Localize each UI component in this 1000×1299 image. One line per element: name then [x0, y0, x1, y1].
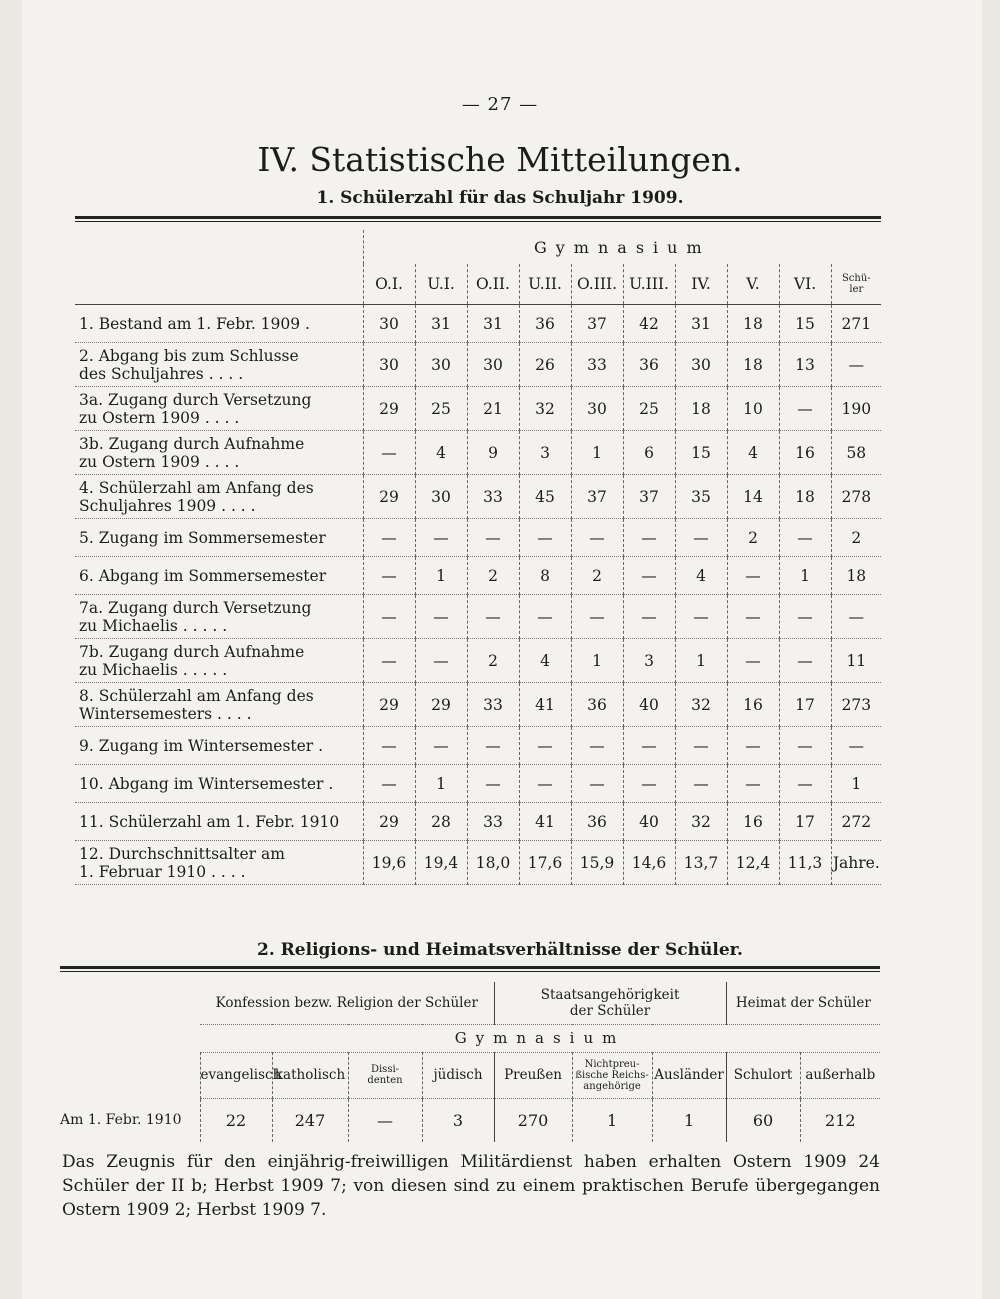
- cell-value: 32: [675, 803, 727, 841]
- cell-value: —: [675, 519, 727, 557]
- cell-value: 36: [571, 683, 623, 727]
- column-header: Schü- ler: [831, 264, 881, 305]
- cell-value: —: [363, 727, 415, 765]
- cell-value: —: [415, 519, 467, 557]
- table-row: [75, 841, 881, 885]
- cell-value: 18,0: [467, 841, 519, 885]
- cell-value: 19,4: [415, 841, 467, 885]
- cell-value: 33: [571, 343, 623, 387]
- table-row: [75, 803, 881, 841]
- cell-value: 11,3: [779, 841, 831, 885]
- cell-value: 31: [415, 305, 467, 343]
- cell-value: 29: [415, 683, 467, 727]
- cell-value: 32: [519, 387, 571, 431]
- cell-value: 16: [779, 431, 831, 475]
- cell-value: 29: [363, 475, 415, 519]
- header-blank: [60, 1024, 200, 1052]
- cell-value: —: [727, 595, 779, 639]
- cell-value: 3: [519, 431, 571, 475]
- cell-value: —: [779, 727, 831, 765]
- cell-value: 3: [422, 1098, 494, 1142]
- cell-value: 29: [363, 803, 415, 841]
- double-rule-top: [75, 216, 881, 219]
- cell-value: —: [519, 765, 571, 803]
- column-header: Schulort: [726, 1052, 800, 1098]
- column-header: O.III.: [571, 264, 623, 305]
- cell-value: 40: [623, 683, 675, 727]
- cell-value: 36: [571, 803, 623, 841]
- cell-value: 2: [571, 557, 623, 595]
- cell-value: —: [415, 639, 467, 683]
- column-header: VI.: [779, 264, 831, 305]
- cell-value: 9: [467, 431, 519, 475]
- cell-value: —: [415, 727, 467, 765]
- cell-value: 13: [779, 343, 831, 387]
- table-row: [75, 519, 881, 557]
- cell-value: 21: [467, 387, 519, 431]
- page-number: — 27 —: [461, 94, 539, 115]
- cell-value: —: [779, 519, 831, 557]
- cell-value: —: [363, 765, 415, 803]
- cell-value: 1: [571, 431, 623, 475]
- cell-value: —: [363, 639, 415, 683]
- cell-value: 18: [675, 387, 727, 431]
- column-header: außerhalb: [800, 1052, 880, 1098]
- cell-value: —: [623, 557, 675, 595]
- cell-value: 35: [675, 475, 727, 519]
- cell-value: —: [623, 727, 675, 765]
- cell-value: 30: [467, 343, 519, 387]
- cell-value: 30: [363, 305, 415, 343]
- cell-value: —: [623, 519, 675, 557]
- cell-value: —: [571, 765, 623, 803]
- cell-value: 58: [831, 431, 881, 475]
- cell-value: —: [467, 519, 519, 557]
- column-header: katholisch: [272, 1052, 348, 1098]
- cell-value: —: [727, 765, 779, 803]
- cell-value: 31: [467, 305, 519, 343]
- cell-value: 1: [572, 1098, 652, 1142]
- cell-value: 10: [727, 387, 779, 431]
- column-header: Ausländer: [652, 1052, 726, 1098]
- gymnasium-header-2: Gymnasium: [200, 1024, 880, 1052]
- cell-value: 2: [831, 519, 881, 557]
- table-row: [75, 305, 881, 343]
- column-header: O.II.: [467, 264, 519, 305]
- cell-value: —: [727, 557, 779, 595]
- row-label: 11. Schülerzahl am 1. Febr. 1910: [75, 803, 363, 841]
- cell-value: 12,4: [727, 841, 779, 885]
- cell-value: 32: [675, 683, 727, 727]
- section-title: IV. Statistische Mitteilungen.: [257, 140, 743, 179]
- pupil-count-table: [75, 230, 881, 885]
- row-label: 1. Bestand am 1. Febr. 1909 .: [75, 305, 363, 343]
- cell-value: —: [363, 595, 415, 639]
- cell-value: 212: [800, 1098, 880, 1142]
- row-label: 3b. Zugang durch Aufnahme zu Ostern 1909 . . . .: [75, 431, 363, 475]
- table-row: [75, 431, 881, 475]
- table-row: [75, 683, 881, 727]
- cell-value: 37: [571, 305, 623, 343]
- row-label: Am 1. Febr. 1910: [60, 1112, 182, 1128]
- cell-value: —: [727, 639, 779, 683]
- cell-value: 14: [727, 475, 779, 519]
- row-label: 4. Schülerzahl am Anfang des Schuljahres 1909 . . . .: [75, 475, 363, 519]
- cell-value: 15: [675, 431, 727, 475]
- cell-value: 33: [467, 683, 519, 727]
- cell-value: —: [675, 727, 727, 765]
- cell-value: 41: [519, 683, 571, 727]
- cell-value: 1: [415, 765, 467, 803]
- cell-value: —: [571, 519, 623, 557]
- certificate-note: Das Zeugnis für den einjährig-freiwilligen Militärdienst haben erhalten Ostern 1909 24 Schüler der II b; Herbst 1909 7; von diesen sind zu einem praktischen Berufe übergegangen Ostern 1909 2; Herbst 1909 7.: [62, 1152, 880, 1220]
- cell-value: 1: [415, 557, 467, 595]
- cell-value: 18: [727, 343, 779, 387]
- column-header: Preußen: [494, 1052, 572, 1098]
- row-label: 8. Schülerzahl am Anfang des Wintersemesters . . . .: [75, 683, 363, 727]
- table-row: [75, 557, 881, 595]
- cell-value: —: [467, 595, 519, 639]
- cell-value: 29: [363, 683, 415, 727]
- cell-value: 60: [726, 1098, 800, 1142]
- header-blank: [60, 982, 200, 1024]
- cell-value: 4: [415, 431, 467, 475]
- cell-value: —: [831, 343, 881, 387]
- table-row: [75, 727, 881, 765]
- cell-value: 36: [519, 305, 571, 343]
- cell-value: 271: [831, 305, 881, 343]
- header-blank: [75, 264, 363, 305]
- cell-value: 8: [519, 557, 571, 595]
- cell-value: 4: [727, 431, 779, 475]
- table-row: [75, 343, 881, 387]
- column-header: V.: [727, 264, 779, 305]
- cell-value: 2: [727, 519, 779, 557]
- cell-value: 15,9: [571, 841, 623, 885]
- cell-value: —: [831, 595, 881, 639]
- cell-value: —: [623, 765, 675, 803]
- cell-value: —: [519, 595, 571, 639]
- cell-value: 40: [623, 803, 675, 841]
- header-blank: [75, 230, 363, 264]
- column-header: Dissi- denten: [348, 1052, 422, 1098]
- cell-value: 30: [571, 387, 623, 431]
- cell-value: —: [519, 519, 571, 557]
- cell-value: 30: [675, 343, 727, 387]
- cell-value: Jahre.: [831, 841, 881, 885]
- cell-value: 29: [363, 387, 415, 431]
- header-blank: [60, 1052, 200, 1098]
- row-label: 5. Zugang im Sommersemester: [75, 519, 363, 557]
- cell-value: 270: [494, 1098, 572, 1142]
- cell-value: 22: [200, 1098, 272, 1142]
- section2-title: 2. Religions- und Heimatsverhältnisse der Schüler.: [257, 940, 743, 960]
- row-label: 3a. Zugang durch Versetzung zu Ostern 1909 . . . .: [75, 387, 363, 431]
- cell-value: 45: [519, 475, 571, 519]
- cell-value: 2: [467, 639, 519, 683]
- cell-value: —: [571, 595, 623, 639]
- cell-value: —: [519, 727, 571, 765]
- cell-value: —: [363, 431, 415, 475]
- double-rule-bottom-2: [60, 971, 880, 972]
- cell-value: —: [467, 765, 519, 803]
- cell-value: —: [467, 727, 519, 765]
- table-row: [75, 765, 881, 803]
- double-rule-bottom: [75, 221, 881, 222]
- cell-value: 41: [519, 803, 571, 841]
- column-header: U.II.: [519, 264, 571, 305]
- column-header: evangelisch: [200, 1052, 272, 1098]
- cell-value: 4: [519, 639, 571, 683]
- cell-value: 11: [831, 639, 881, 683]
- column-header: O.I.: [363, 264, 415, 305]
- column-header: U.III.: [623, 264, 675, 305]
- cell-value: 17,6: [519, 841, 571, 885]
- cell-value: 273: [831, 683, 881, 727]
- cell-value: 30: [363, 343, 415, 387]
- row-label: 10. Abgang im Wintersemester .: [75, 765, 363, 803]
- row-label: 2. Abgang bis zum Schlusse des Schuljahres . . . .: [75, 343, 363, 387]
- double-rule-top-2: [60, 966, 880, 969]
- cell-value: —: [779, 595, 831, 639]
- cell-value: —: [623, 595, 675, 639]
- cell-value: —: [363, 557, 415, 595]
- cell-value: 31: [675, 305, 727, 343]
- table-row: [75, 387, 881, 431]
- cell-value: 28: [415, 803, 467, 841]
- cell-value: 15: [779, 305, 831, 343]
- cell-value: 1: [831, 765, 881, 803]
- cell-value: 16: [727, 803, 779, 841]
- cell-value: —: [779, 765, 831, 803]
- cell-value: 4: [675, 557, 727, 595]
- cell-value: 33: [467, 475, 519, 519]
- cell-value: 1: [675, 639, 727, 683]
- column-header: IV.: [675, 264, 727, 305]
- cell-value: —: [348, 1098, 422, 1142]
- cell-value: 37: [623, 475, 675, 519]
- row-label: 12. Durchschnittsalter am 1. Februar 1910 . . . .: [75, 841, 363, 885]
- confession-group-header: Konfession bezw. Religion der Schüler: [200, 982, 494, 1024]
- column-header: Nichtpreu- ßische Reichs- angehörige: [572, 1052, 652, 1098]
- column-header: U.I.: [415, 264, 467, 305]
- cell-value: 278: [831, 475, 881, 519]
- cell-value: 18: [727, 305, 779, 343]
- cell-value: 2: [467, 557, 519, 595]
- cell-value: 16: [727, 683, 779, 727]
- homeland-group-header: Heimat der Schüler: [726, 982, 880, 1024]
- cell-value: 190: [831, 387, 881, 431]
- cell-value: —: [675, 765, 727, 803]
- table-row: [75, 475, 881, 519]
- cell-value: 25: [623, 387, 675, 431]
- table-row: [75, 639, 881, 683]
- cell-value: 272: [831, 803, 881, 841]
- row-label: 6. Abgang im Sommersemester: [75, 557, 363, 595]
- cell-value: —: [727, 727, 779, 765]
- cell-value: 14,6: [623, 841, 675, 885]
- cell-value: —: [831, 727, 881, 765]
- cell-value: 30: [415, 475, 467, 519]
- cell-value: 1: [652, 1098, 726, 1142]
- cell-value: 19,6: [363, 841, 415, 885]
- cell-value: 42: [623, 305, 675, 343]
- citizenship-group-header: Staatsangehörigkeit der Schüler: [494, 982, 726, 1024]
- cell-value: 30: [415, 343, 467, 387]
- cell-value: 6: [623, 431, 675, 475]
- gymnasium-header: Gymnasium: [363, 230, 881, 264]
- cell-value: 1: [779, 557, 831, 595]
- table1-caption: 1. Schülerzahl für das Schuljahr 1909.: [316, 188, 684, 208]
- cell-value: —: [779, 639, 831, 683]
- table-row: [75, 595, 881, 639]
- cell-value: 33: [467, 803, 519, 841]
- column-header: jüdisch: [422, 1052, 494, 1098]
- cell-value: 13,7: [675, 841, 727, 885]
- cell-value: 18: [779, 475, 831, 519]
- cell-value: —: [415, 595, 467, 639]
- cell-value: 25: [415, 387, 467, 431]
- cell-value: —: [363, 519, 415, 557]
- cell-value: 3: [623, 639, 675, 683]
- cell-value: —: [675, 595, 727, 639]
- religion-homeland-table: [60, 982, 880, 1142]
- cell-value: 18: [831, 557, 881, 595]
- row-label: 7b. Zugang durch Aufnahme zu Michaelis . . . . .: [75, 639, 363, 683]
- cell-value: —: [571, 727, 623, 765]
- cell-value: 36: [623, 343, 675, 387]
- row-label: 7a. Zugang durch Versetzung zu Michaelis . . . . .: [75, 595, 363, 639]
- cell-value: 26: [519, 343, 571, 387]
- row-label: 9. Zugang im Wintersemester .: [75, 727, 363, 765]
- cell-value: 1: [571, 639, 623, 683]
- cell-value: 37: [571, 475, 623, 519]
- cell-value: 17: [779, 803, 831, 841]
- cell-value: 247: [272, 1098, 348, 1142]
- cell-value: —: [779, 387, 831, 431]
- cell-value: 17: [779, 683, 831, 727]
